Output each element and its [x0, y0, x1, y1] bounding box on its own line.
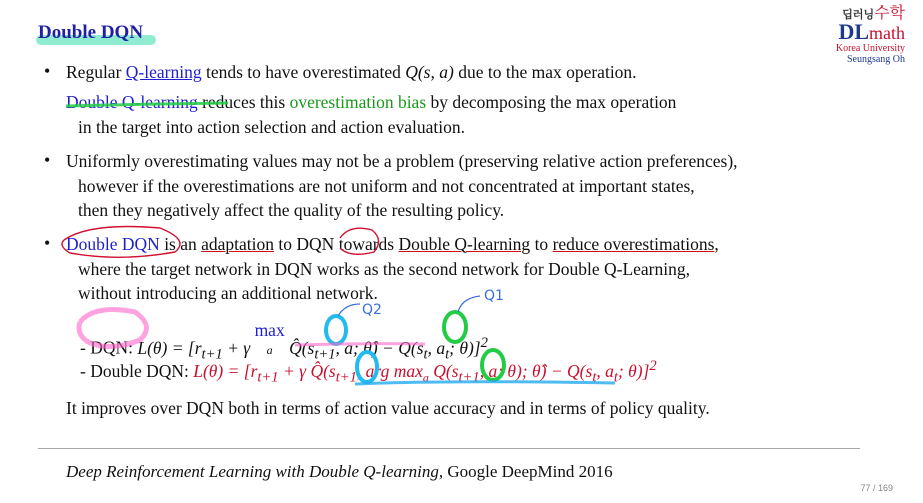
bullet2-line3: then they negatively affect the quality of the resulting policy.: [78, 200, 505, 220]
eq1-sub: t: [423, 346, 428, 362]
bullet3-line3: without introducing an additional network.: [78, 283, 378, 303]
eq1-max: [255, 322, 285, 357]
double-q-learning-term: Double Q-learning: [66, 92, 198, 112]
eq1-lhs: L(θ) = [r: [137, 337, 202, 358]
eq2-q: Q(s: [428, 360, 459, 381]
eq1-plus: + γ: [222, 337, 255, 358]
bullet-dot: •: [44, 61, 51, 81]
eq2-rest2: , a: [596, 360, 614, 381]
eq1-sq: 2: [480, 334, 488, 351]
q2-label: Q2: [362, 302, 382, 318]
overestimation-bias-term: overestimation bias: [289, 92, 427, 112]
bullet-dot: •: [44, 233, 51, 253]
bullet1-end: due to the max operation.: [453, 62, 637, 82]
bullet3-mid4: to: [530, 234, 553, 254]
bullet3-line1: [66, 234, 719, 255]
eq1-max-word: max: [254, 320, 285, 340]
eq-double-dqn: [80, 358, 657, 387]
page-number: 77 / 169: [860, 483, 893, 493]
q-learning-term: Q-learning: [125, 62, 202, 82]
logo-dl: DL: [838, 19, 869, 44]
logo-university: Korea University: [835, 43, 905, 54]
bullet-dot: •: [44, 150, 51, 170]
sub1-post: by decomposing the max operation: [426, 92, 677, 112]
eq2-sub: t+1: [335, 369, 357, 386]
reference-title: Deep Reinforcement Learning with Double Q-learning,: [66, 462, 444, 481]
slide-title: Double DQN: [38, 22, 144, 43]
logo-kr-big: 수학: [874, 3, 905, 22]
eq2-argmax: , arg max: [356, 360, 423, 381]
eq2-dash: -: [80, 360, 86, 381]
bullet2-line1: Uniformly overestimating values may not be a problem (preserving relative action preferences),: [66, 151, 738, 171]
conclusion: It improves over DQN both in terms of action value accuracy and in terms of policy quality.: [66, 398, 710, 418]
eq2-lhs: L(θ) = [r: [193, 360, 258, 381]
eq2-qhat: Q̂(s: [310, 360, 336, 381]
logo-author: Seungsang Oh: [846, 54, 905, 65]
reduce-overestimations-term: reduce overestimations: [552, 234, 715, 254]
divider: [38, 448, 860, 449]
logo: [836, 5, 905, 65]
eq2-formula: [193, 358, 657, 386]
q-sa-formula: Q(s, a): [405, 62, 454, 82]
eq1-rest3: ; θ)]: [449, 337, 481, 358]
eq2-sub: t: [613, 369, 618, 386]
eq2-sub: t+1: [458, 369, 480, 386]
bullet1-text: [66, 62, 637, 83]
logo-kr-small: 딥러닝: [842, 8, 875, 21]
bullet3-mid2: to: [274, 234, 297, 254]
adaptation-term: adaptation: [201, 234, 275, 254]
eq1-rest2: , a: [427, 337, 446, 358]
q2-arrow: [338, 304, 360, 316]
dqn-term: DQN: [296, 234, 335, 254]
double-q-learning-term-2: Double Q-learning: [398, 234, 531, 254]
eq2-argmax-sub: a: [422, 370, 429, 385]
eq1-sub: t+1: [314, 346, 336, 362]
bullet3-mid1: is an: [159, 234, 202, 254]
eq1-rest: , a; θ̂) − Q(s: [335, 337, 424, 358]
eq1-formula: [137, 320, 488, 362]
sub1-line2: in the target into action selection and action evaluation.: [78, 117, 465, 137]
bullet2-line2: however if the overestimations are not uniform and not concentrated at important states,: [78, 176, 695, 196]
sub1-mid: reduces this: [197, 92, 290, 112]
q1-label: Q1: [484, 288, 504, 304]
eq2-plus: + γ: [278, 360, 311, 381]
bullet3-comma: ,: [714, 234, 719, 254]
sub1-line1: [66, 92, 676, 113]
eq2-sub: t: [592, 369, 597, 386]
eq2-sub: t+1: [257, 369, 279, 386]
q1-arrow: [458, 296, 480, 312]
bullet1-post: tends to have overestimated: [201, 62, 406, 82]
logo-math: math: [869, 23, 905, 43]
eq1-label: DQN:: [90, 337, 133, 358]
eq1-sub: t+1: [201, 346, 223, 362]
eq2-sq: 2: [649, 358, 657, 374]
eq2-rest3: ; θ)]: [617, 360, 650, 381]
eq1-qhat: Q̂(s: [284, 337, 315, 358]
eq2-label: Double DQN:: [90, 360, 189, 381]
eq1-sub: t: [445, 346, 450, 362]
logo-dlmath: [836, 21, 905, 43]
bullet3-line2: where the target network in DQN works as the second network for Double Q-Learning,: [78, 259, 690, 279]
bullet1-pre: Regular: [66, 62, 126, 82]
double-dqn-term: Double DQN: [66, 234, 160, 254]
eq1-max-sub: a: [266, 342, 273, 357]
reference-source: Google DeepMind 2016: [443, 462, 613, 481]
eq2-rest: , a; θ); θ̂) − Q(s: [479, 360, 593, 381]
eq1-dash: -: [80, 337, 86, 358]
bullet3-mid3: towards: [334, 234, 399, 254]
reference: [66, 462, 613, 482]
